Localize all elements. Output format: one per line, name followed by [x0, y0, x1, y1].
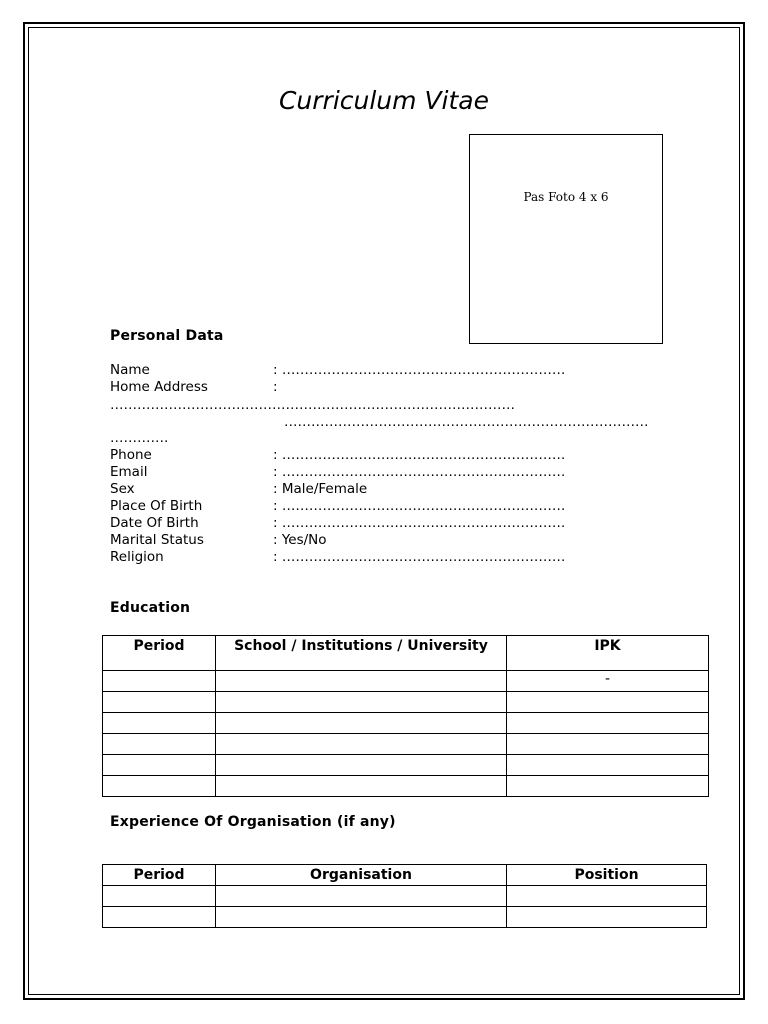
- table-cell[interactable]: [507, 755, 709, 776]
- education-heading: Education: [110, 600, 191, 616]
- table-cell[interactable]: [216, 886, 507, 907]
- table-cell[interactable]: [216, 776, 507, 797]
- personal-data-heading: Personal Data: [110, 328, 224, 344]
- table-row: [103, 886, 707, 907]
- field-value: : ………………………………………………………: [273, 498, 566, 514]
- field-value: : ………………………………………………………: [273, 447, 566, 463]
- address-line-2: ………………………………………………………………………: [284, 414, 649, 430]
- table-cell[interactable]: [507, 886, 707, 907]
- education-header-row: [103, 636, 709, 671]
- field-value: : ………………………………………………………: [273, 362, 566, 378]
- field-value: : Yes/No: [273, 532, 327, 548]
- table-cell[interactable]: [216, 755, 507, 776]
- table-row: [103, 755, 709, 776]
- table-cell[interactable]: [507, 734, 709, 755]
- field-date-of-birth: [110, 515, 565, 532]
- table-cell-ipk[interactable]: -: [507, 671, 709, 692]
- column-header-ipk: IPK: [507, 636, 709, 671]
- field-phone: [110, 447, 565, 464]
- field-value: :: [273, 379, 278, 395]
- field-value: : ………………………………………………………: [273, 515, 566, 531]
- field-religion: [110, 549, 565, 566]
- column-header-position: Position: [507, 865, 707, 886]
- organisation-heading: Experience Of Organisation (if any): [110, 814, 396, 830]
- column-header-organisation: Organisation: [216, 865, 507, 886]
- table-cell[interactable]: [507, 776, 709, 797]
- column-header-school: School / Institutions / University: [216, 636, 507, 671]
- field-value: : Male/Female: [273, 481, 368, 497]
- table-row: [103, 713, 709, 734]
- field-label: Marital Status: [110, 532, 204, 548]
- document-title: Curriculum Vitae: [278, 86, 490, 115]
- field-label: Place Of Birth: [110, 498, 203, 514]
- table-cell[interactable]: [216, 907, 507, 928]
- table-row: [103, 734, 709, 755]
- field-label: Religion: [110, 549, 164, 565]
- table-row: [103, 776, 709, 797]
- field-label: Email: [110, 464, 148, 480]
- field-label: Date Of Birth: [110, 515, 199, 531]
- table-cell[interactable]: [507, 907, 707, 928]
- table-row: [103, 671, 709, 692]
- organisation-table: [102, 864, 707, 928]
- field-name: [110, 362, 565, 379]
- field-value: : ………………………………………………………: [273, 464, 566, 480]
- table-row: [103, 907, 707, 928]
- photo-placeholder-box: [469, 134, 663, 344]
- table-cell[interactable]: [103, 907, 216, 928]
- field-label: Sex: [110, 481, 135, 497]
- table-cell[interactable]: [216, 671, 507, 692]
- table-cell[interactable]: [103, 776, 216, 797]
- education-table: [102, 635, 709, 797]
- table-cell[interactable]: [103, 755, 216, 776]
- table-cell[interactable]: [507, 692, 709, 713]
- table-cell[interactable]: [103, 671, 216, 692]
- table-row: [103, 692, 709, 713]
- field-label: Home Address: [110, 379, 208, 395]
- field-place-of-birth: [110, 498, 565, 515]
- table-cell[interactable]: [103, 713, 216, 734]
- photo-label: Pas Foto 4 x 6: [523, 190, 609, 204]
- field-sex: [110, 481, 367, 498]
- table-cell[interactable]: [103, 692, 216, 713]
- table-cell[interactable]: [216, 692, 507, 713]
- field-marital-status: [110, 532, 327, 549]
- table-cell[interactable]: [103, 886, 216, 907]
- table-cell[interactable]: [216, 734, 507, 755]
- column-header-period: Period: [103, 636, 216, 671]
- address-line-1: ………………………………………………………………………………: [110, 397, 515, 413]
- table-cell[interactable]: [216, 713, 507, 734]
- field-home-address: [110, 379, 278, 396]
- field-email: [110, 464, 565, 481]
- address-line-3: ………….: [110, 430, 169, 446]
- field-value: : ………………………………………………………: [273, 549, 566, 565]
- field-label: Phone: [110, 447, 152, 463]
- column-header-period: Period: [103, 865, 216, 886]
- table-cell[interactable]: [507, 713, 709, 734]
- organisation-header-row: [103, 865, 707, 886]
- field-label: Name: [110, 362, 150, 378]
- table-cell[interactable]: [103, 734, 216, 755]
